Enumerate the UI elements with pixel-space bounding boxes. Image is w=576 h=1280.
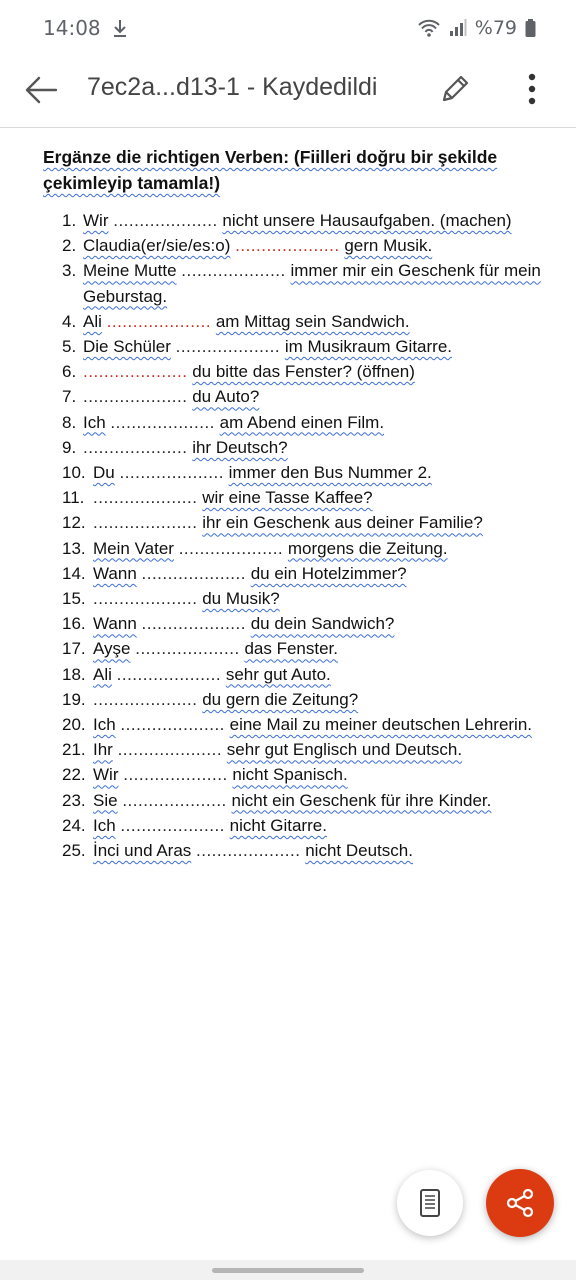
status-bar: [0, 0, 576, 56]
exercise-list: [62, 208, 542, 863]
item-number: 23.: [62, 790, 86, 810]
sentence-end: nicht Gitarre.: [229, 815, 327, 835]
sentence-end: nicht Deutsch.: [305, 841, 413, 861]
sentence-start: İnci und Aras: [93, 841, 192, 861]
sentence-start: Mein Vater: [93, 538, 174, 558]
exercise-item: [62, 636, 542, 661]
fill-in-blank: ....................: [93, 689, 198, 709]
more-vert-icon: [518, 70, 546, 110]
fill-in-blank: ....................: [110, 412, 215, 432]
item-number: 15.: [62, 589, 86, 609]
sentence-start: Wir: [93, 765, 119, 785]
exercise-item: [62, 737, 542, 762]
edit-button[interactable]: [436, 70, 474, 108]
item-number: 9.: [62, 437, 77, 457]
status-time: 14:08: [43, 16, 101, 40]
exercise-item: [62, 586, 542, 611]
item-number: 20.: [62, 715, 86, 735]
signal-icon: [449, 18, 467, 38]
exercise-item: [62, 359, 542, 384]
exercise-item: [62, 813, 542, 838]
sentence-start: Claudia(er/sie/es:o): [83, 236, 231, 256]
sentence-start: Ali: [83, 311, 102, 331]
exercise-item: [62, 258, 542, 308]
exercise-item: [62, 838, 542, 863]
exercise-item: [62, 687, 542, 712]
exercise-item: [62, 762, 542, 787]
fill-in-blank: ....................: [235, 236, 340, 256]
item-number: 2.: [62, 236, 77, 256]
item-number: 13.: [62, 538, 86, 558]
wifi-icon: [417, 18, 441, 38]
fill-in-blank: ....................: [116, 664, 222, 684]
item-number: 1.: [62, 211, 77, 230]
fill-in-blank: ....................: [141, 614, 246, 634]
item-number: 6.: [62, 362, 77, 382]
sentence-end: wir eine Tasse Kaffee?: [202, 488, 373, 508]
document-view[interactable]: [0, 128, 576, 1260]
sentence-start: Ich: [93, 815, 116, 835]
item-number: 19.: [62, 689, 86, 709]
fill-in-blank: ....................: [106, 311, 212, 331]
sentence-end: du Auto?: [192, 387, 260, 407]
fill-in-blank: ....................: [141, 563, 246, 583]
exercise-item: [62, 712, 542, 737]
item-number: 24.: [62, 815, 86, 835]
more-options-button[interactable]: [518, 70, 546, 110]
item-number: 11.: [62, 488, 85, 508]
sentence-start: Die Schüler: [83, 337, 171, 357]
sentence-end: am Abend einen Film.: [219, 412, 385, 432]
sentence-start: Wann: [93, 614, 137, 634]
exercise-item: [62, 309, 542, 334]
fill-in-blank: ....................: [83, 362, 188, 382]
sentence-start: Du: [93, 463, 115, 483]
exercise-heading: Ergänze die richtigen Verben: (Fiilleri doğru bir şekilde çekimleyip tamamla!): [43, 147, 498, 193]
item-number: 25.: [62, 841, 86, 861]
sentence-end: ihr Deutsch?: [192, 437, 288, 457]
sentence-end: gern Musik.: [344, 236, 433, 256]
exercise-item: [62, 460, 542, 485]
reader-mode-button[interactable]: [397, 1170, 463, 1236]
exercise-item: [62, 662, 542, 687]
exercise-item: [62, 485, 542, 510]
document-title: 7ec2a...d13-1 - Kaydedildi: [87, 73, 378, 101]
sentence-end: eine Mail zu meiner deutschen Lehrerin.: [229, 715, 533, 735]
fill-in-blank: ....................: [175, 337, 281, 357]
sentence-start: Meine Mutte: [83, 261, 177, 281]
sentence-start: Sie: [93, 790, 118, 810]
exercise-item: [62, 334, 542, 359]
pencil-icon: [436, 70, 474, 108]
fill-in-blank: ....................: [93, 589, 198, 609]
fill-in-blank: ....................: [117, 740, 223, 760]
item-number: 4.: [62, 311, 77, 331]
item-number: 21.: [62, 740, 86, 760]
fill-in-blank: ....................: [93, 513, 198, 533]
battery-percent: %79: [474, 17, 517, 39]
exercise-item: [62, 561, 542, 586]
sentence-start: Ayşe: [93, 639, 131, 659]
exercise-item: [62, 510, 542, 535]
sentence-end: im Musikraum Gitarre.: [284, 337, 452, 357]
fill-in-blank: ....................: [120, 815, 225, 835]
sentence-end: nicht Spanisch.: [232, 765, 348, 785]
exercise-item: [62, 384, 542, 409]
exercise-item: [62, 611, 542, 636]
fill-in-blank: ....................: [122, 790, 227, 810]
fill-in-blank: ....................: [93, 488, 198, 508]
sentence-end: du bitte das Fenster? (öffnen): [192, 362, 415, 382]
fill-in-blank: ....................: [120, 715, 225, 735]
fill-in-blank: ....................: [123, 765, 228, 785]
item-number: 22.: [62, 765, 86, 785]
sentence-start: Ich: [83, 412, 106, 432]
sentence-end: du Musik?: [202, 589, 280, 609]
app-bar: [0, 56, 576, 128]
fill-in-blank: ....................: [119, 463, 224, 483]
exercise-item: [62, 233, 542, 258]
sentence-end: ihr ein Geschenk aus deiner Familie?: [202, 513, 483, 533]
sentence-start: Wann: [93, 563, 137, 583]
back-arrow-icon: [22, 70, 62, 110]
sentence-end: du dein Sandwich?: [250, 614, 395, 634]
share-icon: [504, 1187, 536, 1219]
fill-in-blank: ....................: [181, 261, 286, 281]
fill-in-blank: ....................: [113, 211, 218, 230]
item-number: 18.: [62, 664, 86, 684]
download-icon: [111, 18, 129, 38]
fill-in-blank: ....................: [83, 387, 188, 407]
sentence-start: Wir: [83, 211, 109, 230]
exercise-item: [62, 208, 542, 233]
sentence-end: nicht unsere Hausaufgaben. (machen): [222, 211, 512, 230]
exercise-item: [62, 435, 542, 460]
back-button[interactable]: [22, 70, 62, 110]
sentence-end: nicht ein Geschenk für ihre Kinder.: [231, 790, 492, 810]
item-number: 14.: [62, 563, 86, 583]
item-number: 5.: [62, 337, 77, 357]
sentence-end: du ein Hotelzimmer?: [250, 563, 407, 583]
item-number: 3.: [62, 261, 77, 281]
sentence-end: das Fenster.: [244, 639, 338, 659]
system-navigation-bar: [0, 1260, 576, 1280]
share-button[interactable]: [486, 1169, 554, 1237]
item-number: 7.: [62, 387, 77, 407]
item-number: 10.: [62, 463, 86, 483]
fill-in-blank: ....................: [178, 538, 284, 558]
sentence-end: immer den Bus Nummer 2.: [228, 463, 432, 483]
sentence-end: immer mir ein Geschenk für mein Geburstag.: [83, 261, 541, 306]
document-view-icon: [418, 1188, 442, 1218]
fill-in-blank: ....................: [135, 639, 240, 659]
sentence-end: sehr gut Englisch und Deutsch.: [226, 740, 463, 760]
item-number: 17.: [62, 639, 86, 659]
exercise-item: [62, 788, 542, 813]
sentence-end: morgens die Zeitung.: [287, 538, 448, 558]
fill-in-blank: ....................: [83, 437, 188, 457]
sentence-start: Ich: [93, 715, 116, 735]
battery-icon: [525, 18, 536, 38]
exercise-item: [62, 410, 542, 435]
sentence-start: Ihr: [93, 740, 113, 760]
sentence-end: sehr gut Auto.: [225, 664, 331, 684]
sentence-start: Ali: [93, 664, 112, 684]
sentence-end: am Mittag sein Sandwich.: [215, 311, 410, 331]
sentence-end: du gern die Zeitung?: [202, 689, 359, 709]
fill-in-blank: ....................: [196, 841, 301, 861]
item-number: 12.: [62, 513, 86, 533]
exercise-item: [62, 536, 542, 561]
item-number: 8.: [62, 412, 77, 432]
gesture-handle[interactable]: [212, 1268, 364, 1273]
item-number: 16.: [62, 614, 86, 634]
